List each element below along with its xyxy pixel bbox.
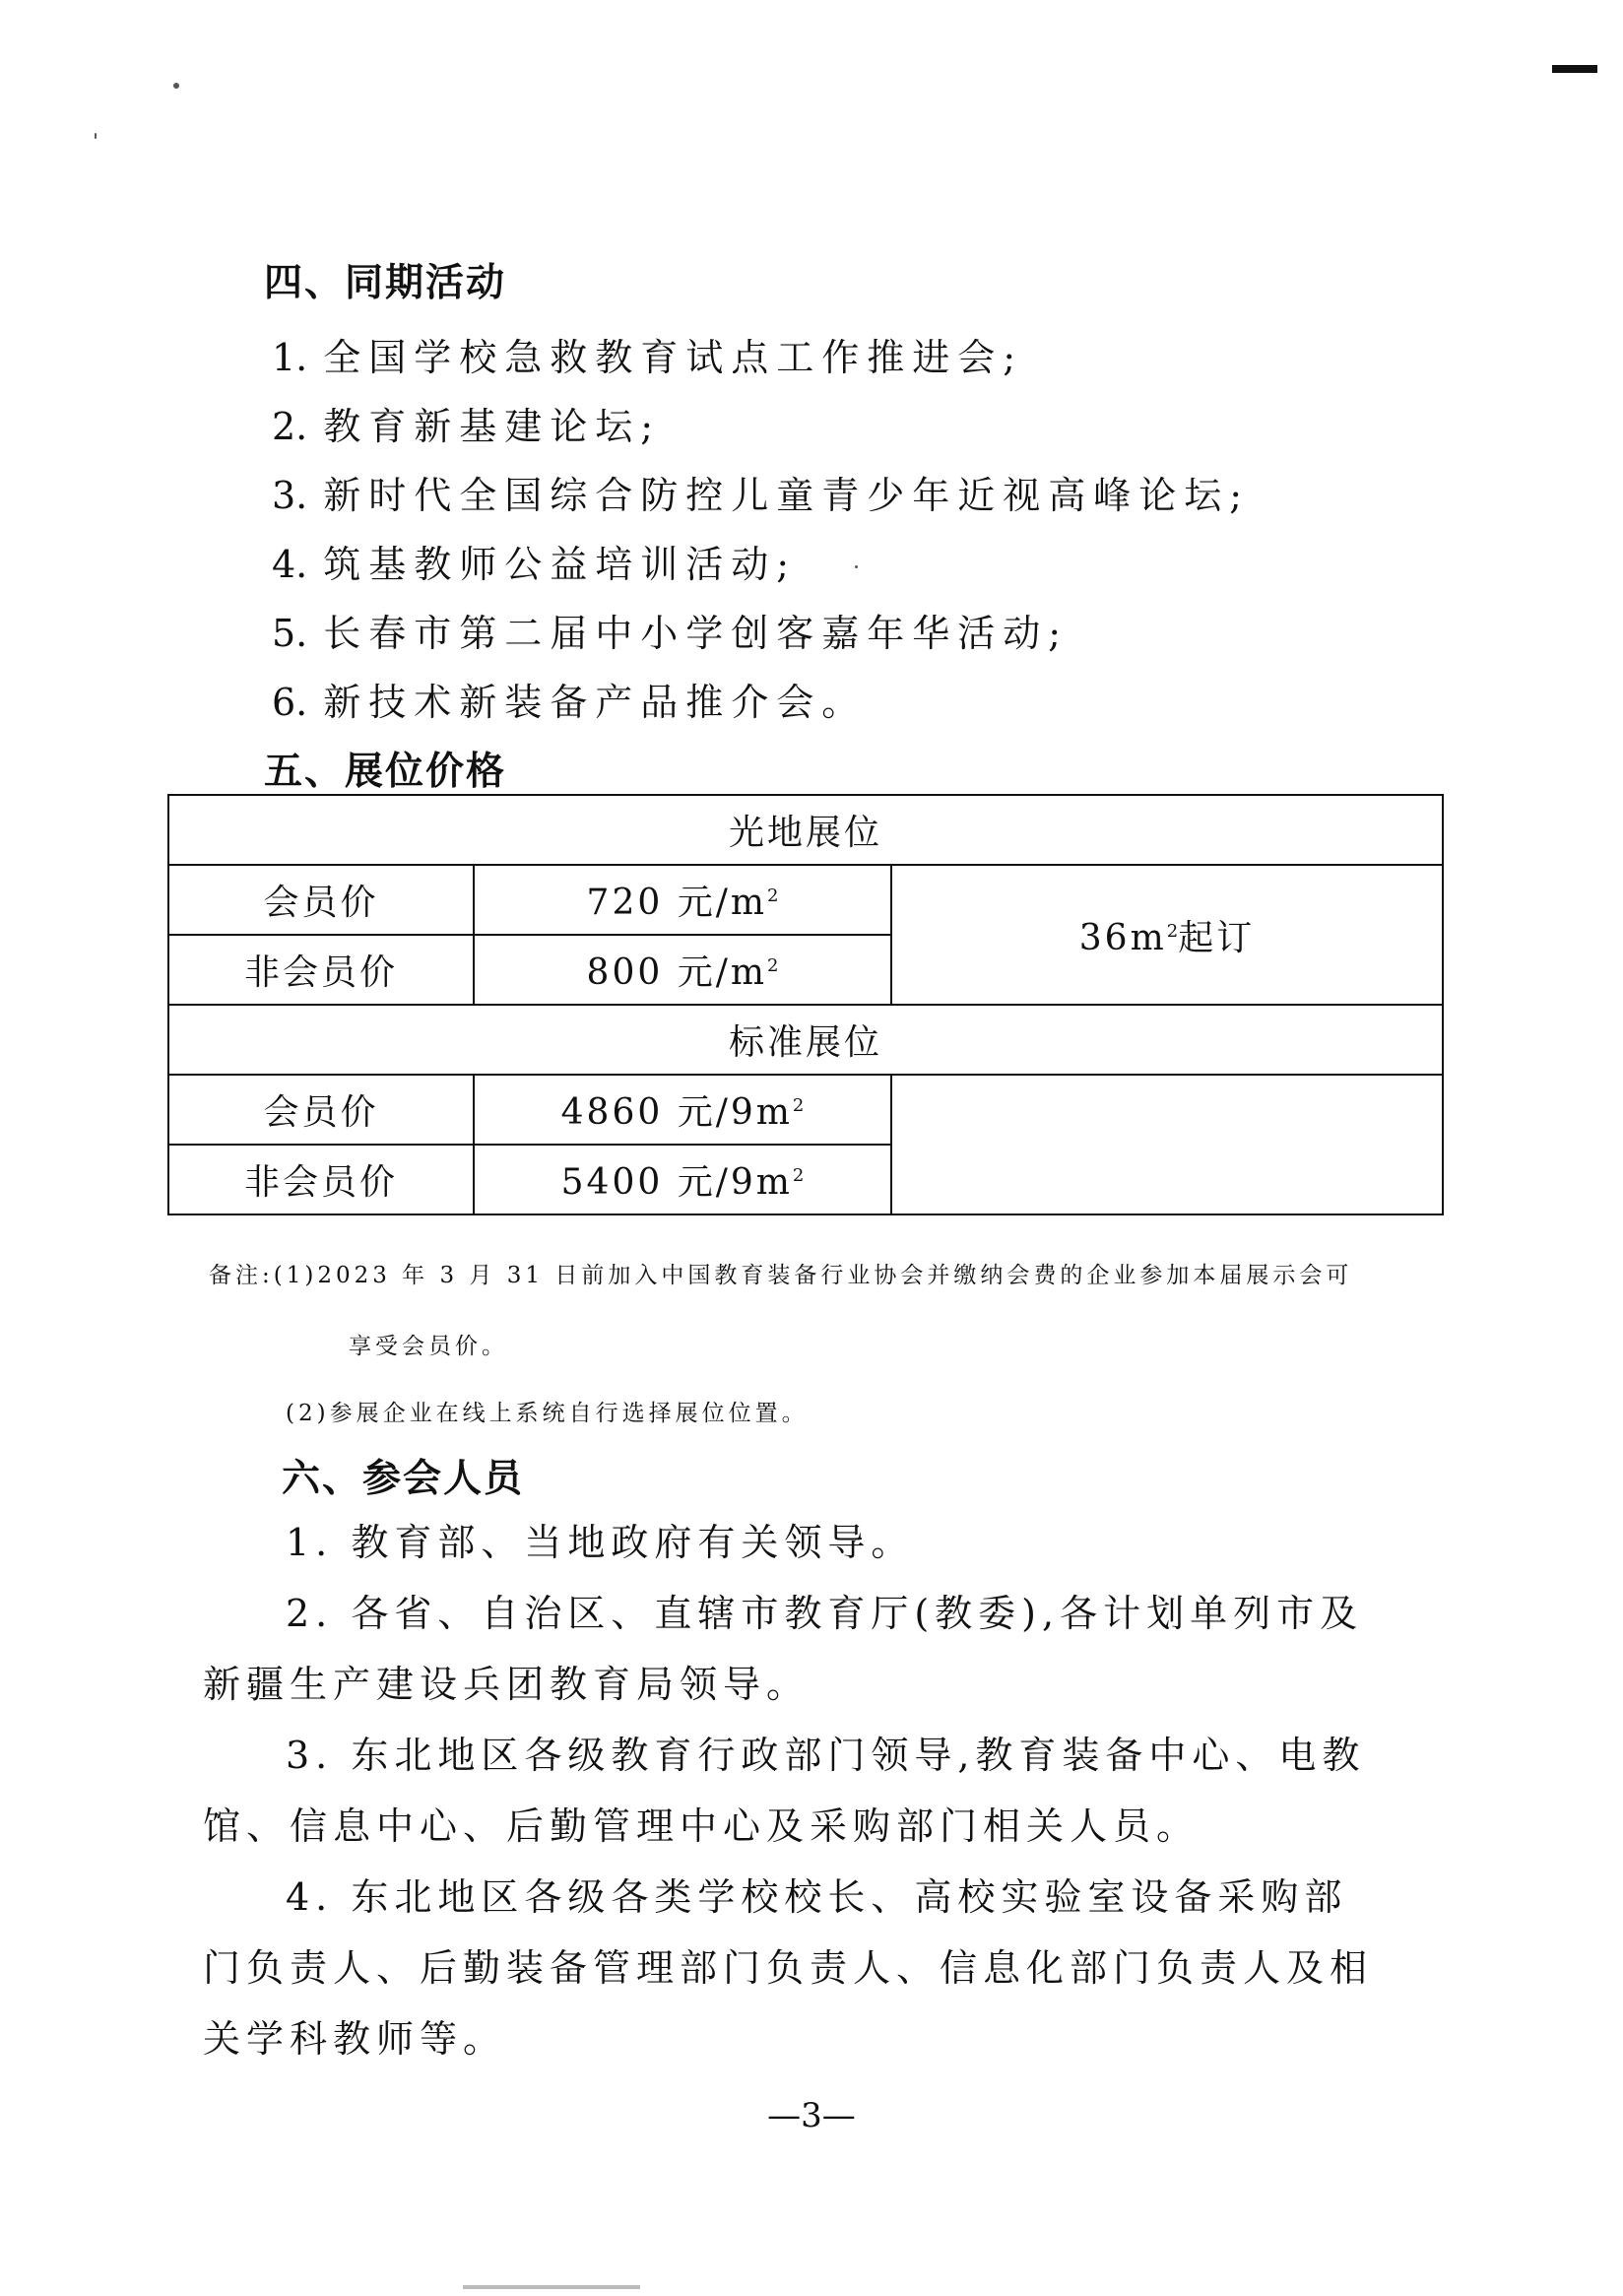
std-member-label: 会员价 <box>168 1075 474 1145</box>
item-number: 6. <box>272 681 308 724</box>
table-note-1-cont: 享受会员价。 <box>349 1334 508 1359</box>
attendee-paragraph-2: 2. 各省、自治区、直辖市教育厅(教委),各计划单列市及新疆生产建设兵团教育局领导。 <box>203 1592 1364 1706</box>
list-item <box>272 327 1023 381</box>
table-note-2: (2)参展企业在线上系统自行选择展位位置。 <box>286 1401 809 1426</box>
list-item <box>272 465 1250 519</box>
section-heading-activities: 四、同期活动 <box>264 261 507 305</box>
raw-member-price: 720 元$/m^2$ <box>474 865 891 935</box>
corner-mark <box>1552 65 1597 73</box>
list-item <box>272 603 1069 657</box>
list-item <box>272 672 867 726</box>
raw-nonmember-price: 800 元$/m^2$ <box>474 935 891 1005</box>
item-text: 新技术新装备产品推介会。 <box>323 681 868 724</box>
section-heading-attendees: 六、参会人员 <box>282 1457 525 1501</box>
list-item <box>272 396 661 450</box>
scan-speck <box>855 565 858 568</box>
raw-member-label: 会员价 <box>168 865 474 935</box>
item-text: 长春市第二届中小学创客嘉年华活动; <box>323 612 1070 655</box>
booth-price-table <box>167 794 1444 1215</box>
page-number: —3— <box>767 2096 856 2135</box>
std-nonmember-price: 5400 元$/9m^2$ <box>474 1145 891 1214</box>
list-item <box>272 534 797 588</box>
std-nonmember-label: 非会员价 <box>168 1145 474 1214</box>
item-number: 5. <box>272 612 308 655</box>
item-number: 3. <box>272 474 308 517</box>
raw-nonmember-label: 非会员价 <box>168 935 474 1005</box>
item-text: 全国学校急救教育试点工作推进会; <box>323 336 1024 379</box>
item-number: 2. <box>272 405 308 448</box>
raw-minimum-order: $36m^2$起订 <box>891 865 1443 1005</box>
item-text: 新时代全国综合防控儿童青少年近视高峰论坛; <box>323 474 1251 517</box>
item-text: 教育新基建论坛; <box>323 405 662 448</box>
standard-booth-header: 标准展位 <box>168 1005 1443 1075</box>
scan-speck <box>173 83 179 89</box>
scan-speck <box>95 133 97 139</box>
attendee-paragraph-1: 1. 教育部、当地政府有关领导。 <box>286 1521 915 1564</box>
attendee-paragraph-4: 4. 东北地区各级各类学校校长、高校实验室设备采购部门负责人、后勤装备管理部门负责人、信息化部门负责人及相关学科教师等。 <box>203 1875 1374 2061</box>
item-number: 1. <box>272 336 308 379</box>
item-number: 4. <box>272 543 308 586</box>
std-empty-cell <box>891 1075 1443 1214</box>
attendee-paragraph-3: 3. 东北地区各级教育行政部门领导,教育装备中心、电教馆、信息中心、后勤管理中心及采购部门相关人员。 <box>203 1734 1366 1848</box>
raw-space-header: 光地展位 <box>168 795 1443 865</box>
item-text: 筑基教师公益培训活动; <box>323 543 798 586</box>
scan-edge-mark <box>463 2285 640 2289</box>
std-member-price: 4860 元$/9m^2$ <box>474 1075 891 1145</box>
section-heading-booth-price: 五、展位价格 <box>264 750 507 794</box>
table-note-1: 备注:(1)2023 年 3 月 31 日前加入中国教育装备行业协会并缴纳会费的企业参加本届展示会可 <box>209 1263 1353 1288</box>
